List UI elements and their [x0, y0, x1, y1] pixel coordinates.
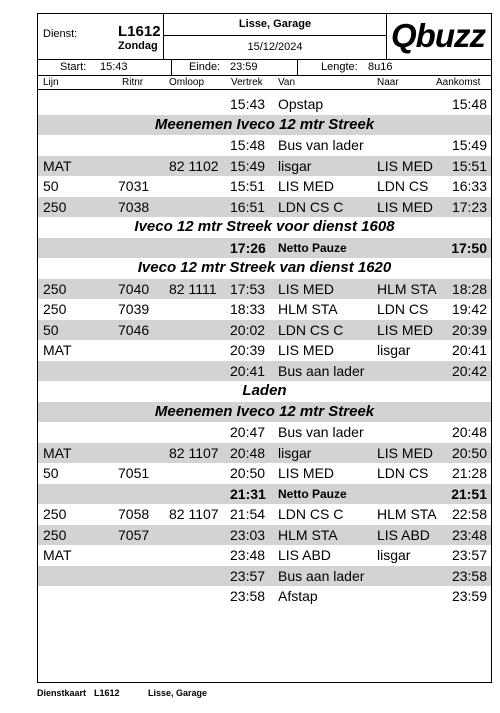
cell-naar: HLM STA — [377, 280, 437, 297]
cell-vertrek: 20:48 — [230, 444, 266, 461]
cell-van: lisgar — [278, 444, 312, 461]
cell-van: LIS MED — [278, 178, 335, 194]
cell-vertrek: 20:02 — [230, 321, 266, 338]
cell-vertrek: 17:26 — [230, 239, 266, 256]
cell-ritnr: 7051 — [118, 465, 150, 481]
section-row — [38, 402, 491, 423]
cell-aankomst: 17:50 — [451, 239, 487, 256]
trip-row — [38, 586, 491, 607]
einde-cell — [172, 60, 298, 75]
cell-naar: HLM STA — [377, 506, 437, 522]
cell-van: HLM STA — [278, 526, 338, 543]
cell-van: LIS ABD — [278, 547, 331, 563]
cell-van: Opstap — [278, 96, 324, 112]
location-title: Lisse, Garage — [164, 14, 386, 36]
footer-location: Lisse, Garage — [148, 688, 208, 698]
cell-lijn: 250 — [43, 506, 67, 522]
trip-row — [38, 443, 491, 464]
duty-date: 15/12/2024 — [247, 41, 303, 53]
cell-naar: lisgar — [377, 342, 411, 358]
cell-van: Afstap — [278, 588, 318, 604]
cell-naar: lisgar — [377, 547, 411, 563]
trip-row — [38, 135, 491, 156]
cell-vertrek: 15:49 — [230, 157, 266, 174]
cell-vertrek: 23:58 — [230, 588, 266, 604]
start-label: Start: — [60, 61, 87, 73]
section-title: Laden — [242, 382, 287, 399]
cell-van: Bus aan lader — [278, 362, 365, 379]
cell-naar: LIS MED — [377, 157, 434, 174]
cell-aankomst: 15:49 — [451, 137, 487, 153]
cell-naar: LIS MED — [377, 321, 434, 338]
cell-vertrek: 20:41 — [230, 362, 266, 379]
cell-vertrek: 21:31 — [230, 485, 266, 502]
trip-row — [38, 94, 491, 115]
trip-row — [38, 566, 491, 587]
cell-vertrek: 23:48 — [230, 547, 266, 563]
cell-aankomst: 17:23 — [451, 198, 487, 215]
trip-row — [38, 299, 491, 320]
column-header-row — [38, 76, 491, 90]
trip-list — [38, 94, 491, 607]
cell-lijn: 250 — [43, 301, 67, 317]
cell-aankomst: 16:33 — [451, 178, 487, 194]
cell-van: Netto Pauze — [278, 486, 347, 501]
cell-lijn: 50 — [43, 465, 59, 481]
cell-aankomst: 19:42 — [451, 301, 487, 317]
cell-aankomst: 23:57 — [451, 547, 487, 563]
cell-aankomst: 23:59 — [451, 588, 487, 604]
pause-row — [38, 238, 491, 259]
section-row — [38, 258, 491, 279]
col-omloop: Omloop — [169, 77, 205, 88]
cell-aankomst: 20:41 — [451, 342, 487, 358]
cell-lijn: MAT — [43, 157, 72, 174]
cell-omloop: 82 1107 — [169, 444, 219, 461]
cell-vertrek: 18:33 — [230, 301, 266, 317]
cell-van: Netto Pauze — [278, 240, 347, 255]
cell-ritnr: 7057 — [118, 526, 150, 543]
col-lijn: Lijn — [43, 77, 59, 88]
lengte-cell — [298, 60, 491, 75]
qbuzz-logo: Qbuzz — [391, 17, 485, 54]
cell-aankomst: 20:39 — [451, 321, 487, 338]
einde-label: Einde: — [189, 61, 221, 73]
cell-naar: LDN CS — [377, 301, 429, 317]
brand-cell — [387, 14, 491, 59]
trip-row — [38, 197, 491, 218]
cell-lijn: MAT — [43, 342, 72, 358]
trip-row — [38, 545, 491, 566]
cell-naar: LDN CS — [377, 465, 429, 481]
trip-row — [38, 525, 491, 546]
cell-vertrek: 16:51 — [230, 198, 266, 215]
cell-naar: LDN CS — [377, 178, 429, 194]
cell-ritnr: 7058 — [118, 506, 150, 522]
col-aankomst: Aankomst — [436, 77, 481, 88]
cell-vertrek: 15:48 — [230, 137, 266, 153]
cell-vertrek: 15:43 — [230, 96, 266, 112]
duty-card — [37, 13, 492, 683]
start-value: 15:43 — [100, 61, 128, 73]
cell-van: Bus van lader — [278, 137, 364, 153]
cell-aankomst: 15:51 — [451, 157, 487, 174]
trip-row — [38, 504, 491, 525]
cell-aankomst: 15:48 — [451, 96, 487, 112]
cell-van: LDN CS C — [278, 506, 344, 522]
einde-value: 23:59 — [230, 61, 258, 73]
col-vertrek: Vertrek — [231, 77, 263, 88]
cell-omloop: 82 1111 — [169, 280, 217, 297]
cell-omloop: 82 1107 — [169, 506, 219, 522]
cell-vertrek: 17:53 — [230, 280, 266, 297]
section-row — [38, 115, 491, 136]
cell-ritnr: 7031 — [118, 178, 150, 194]
cell-naar: LIS MED — [377, 198, 434, 215]
section-title: Iveco 12 mtr Streek van dienst 1620 — [137, 259, 392, 276]
cell-aankomst: 23:48 — [451, 526, 487, 543]
cell-aankomst: 20:50 — [451, 444, 487, 461]
col-naar: Naar — [377, 77, 399, 88]
pause-row — [38, 484, 491, 505]
card-header — [38, 14, 491, 60]
cell-ritnr: 7046 — [118, 321, 150, 338]
trip-row — [38, 320, 491, 341]
cell-lijn: 250 — [43, 280, 67, 297]
cell-aankomst: 22:58 — [451, 506, 487, 522]
cell-van: LIS MED — [278, 342, 335, 358]
cell-vertrek: 23:57 — [230, 567, 266, 584]
dienst-cell — [38, 14, 164, 59]
summary-bar — [38, 60, 491, 76]
cell-aankomst: 21:28 — [451, 465, 487, 481]
section-title: Meenemen Iveco 12 mtr Streek — [154, 402, 375, 420]
cell-lijn: 50 — [43, 178, 59, 194]
cell-lijn: MAT — [43, 547, 72, 563]
cell-van: LDN CS C — [278, 321, 344, 338]
trip-row — [38, 340, 491, 361]
trip-row — [38, 156, 491, 177]
cell-ritnr: 7038 — [118, 198, 150, 215]
cell-vertrek: 23:03 — [230, 526, 266, 543]
col-van: Van — [278, 77, 296, 88]
cell-lijn: MAT — [43, 444, 72, 461]
cell-lijn: 250 — [43, 526, 67, 543]
cell-van: LIS MED — [278, 280, 335, 297]
cell-ritnr: 7039 — [118, 301, 150, 317]
start-cell — [38, 60, 172, 75]
lengte-label: Lengte: — [321, 61, 358, 73]
dienst-day: Zondag — [118, 40, 158, 52]
cell-van: HLM STA — [278, 301, 338, 317]
section-title: Iveco 12 mtr Streek voor dienst 1608 — [134, 218, 395, 235]
cell-vertrek: 20:47 — [230, 424, 266, 440]
col-ritnr: Ritnr — [122, 77, 144, 88]
cell-aankomst: 21:51 — [451, 485, 487, 502]
cell-aankomst: 20:42 — [451, 362, 487, 379]
cell-ritnr: 7040 — [118, 280, 150, 297]
cell-van: Bus aan lader — [278, 567, 365, 584]
trip-row — [38, 463, 491, 484]
cell-vertrek: 15:51 — [230, 178, 266, 194]
cell-van: LDN CS C — [278, 198, 344, 215]
section-row — [38, 217, 491, 238]
footer-label: Dienstkaart — [37, 688, 87, 698]
cell-lijn: 50 — [43, 321, 59, 338]
trip-row — [38, 361, 491, 382]
cell-vertrek: 20:50 — [230, 465, 266, 481]
cell-vertrek: 20:39 — [230, 342, 266, 358]
cell-vertrek: 21:54 — [230, 506, 266, 522]
cell-van: lisgar — [278, 157, 312, 174]
section-row — [38, 381, 491, 402]
trip-row — [38, 279, 491, 300]
lengte-value: 8u16 — [368, 61, 393, 73]
cell-naar: LIS MED — [377, 444, 434, 461]
dienst-label: Dienst: — [43, 28, 78, 40]
cell-van: Bus van lader — [278, 424, 364, 440]
cell-aankomst: 20:48 — [451, 424, 487, 440]
cell-aankomst: 18:28 — [451, 280, 487, 297]
cell-aankomst: 23:58 — [451, 567, 487, 584]
cell-van: LIS MED — [278, 465, 335, 481]
trip-row — [38, 422, 491, 443]
footer-code: L1612 — [94, 688, 120, 698]
location-date-cell — [164, 14, 387, 59]
cell-omloop: 82 1102 — [169, 157, 219, 174]
dienst-code: L1612 — [118, 23, 161, 40]
section-title: Meenemen Iveco 12 mtr Streek — [154, 115, 375, 133]
trip-row — [38, 176, 491, 197]
cell-naar: LIS ABD — [377, 526, 430, 543]
cell-lijn: 250 — [43, 198, 67, 215]
